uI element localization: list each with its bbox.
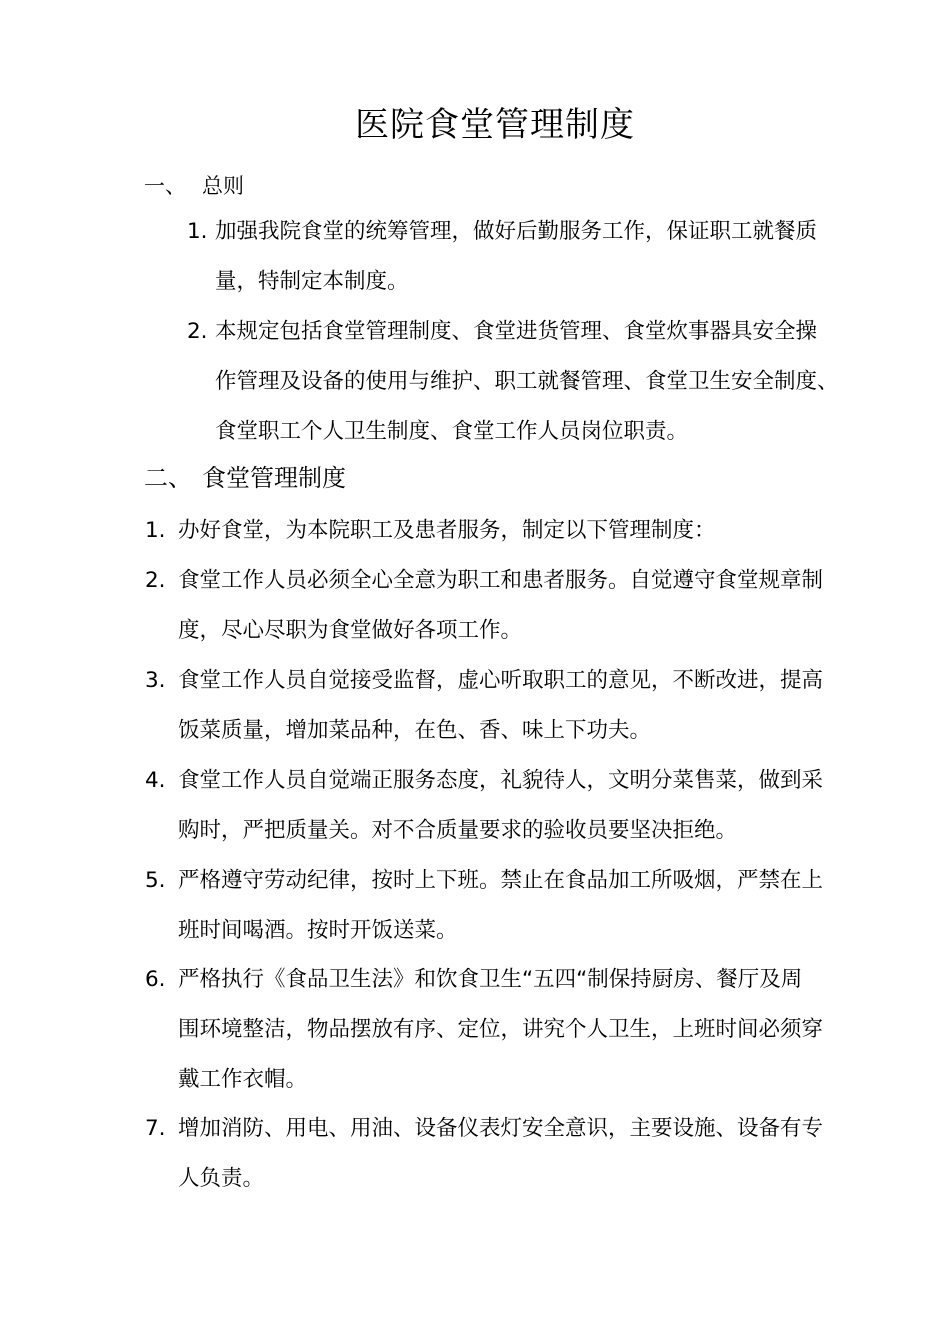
item-line: 食堂工作人员自觉端正服务态度，礼貌待人，文明分菜售菜，做到采 [178, 768, 824, 793]
item-line: 饭菜质量，增加菜品种，在色、香、味上下功夫。 [178, 718, 652, 743]
item-body [178, 1104, 823, 1204]
item-line: 加强我院食堂的统筹管理，做好后勤服务工作，保证职工就餐质 [215, 219, 818, 244]
item-body [178, 506, 716, 556]
item-line: 食堂工作人员自觉接受监督，虚心听取职工的意见，不断改进，提高 [178, 668, 824, 693]
item-number: 1. [145, 518, 166, 543]
item-line: 严格执行《食品卫生法》和饮食卫生“五四“制保持厨房、餐厅及周 [178, 967, 803, 992]
item-line: 食堂职工个人卫生制度、食堂工作人员岗位职责。 [215, 419, 689, 444]
item-number: 6. [145, 967, 166, 992]
item-body [178, 656, 823, 756]
item-body [178, 856, 823, 956]
item-body [178, 556, 823, 656]
item-line: 量，特制定本制度。 [215, 269, 409, 294]
item-number: 4. [145, 768, 166, 793]
item-line: 班时间喝酒。按时开饭送菜。 [178, 918, 458, 943]
item-body [215, 207, 817, 307]
section-title: 总则 [202, 174, 244, 198]
item-line: 严格遵守劳动纪律，按时上下班。禁止在食品加工所吸烟，严禁在上 [178, 868, 824, 893]
item-number: 1. [187, 219, 208, 244]
item-line: 作管理及设备的使用与维护、职工就餐管理、食堂卫生安全制度、 [215, 369, 839, 394]
item-body [178, 955, 823, 1105]
item-number: 7. [145, 1116, 166, 1141]
item-line: 购时，严把质量关。对不合质量要求的验收员要坚决拒绝。 [178, 818, 738, 843]
item-body [215, 307, 839, 457]
item-body [178, 756, 823, 856]
item-number: 5. [145, 868, 166, 893]
item-number: 2. [145, 568, 166, 593]
item-line: 本规定包括食堂管理制度、食堂进货管理、食堂炊事器具安全操 [215, 319, 818, 344]
item-number: 2. [187, 319, 208, 344]
item-line: 增加消防、用电、用油、设备仪表灯安全意识，主要设施、设备有专 [178, 1116, 824, 1141]
document-title: 医院食堂管理制度 [355, 105, 635, 145]
section-title: 食堂管理制度 [202, 464, 346, 492]
item-line: 人负责。 [178, 1166, 265, 1191]
item-line: 围环境整洁，物品摆放有序、定位，讲究个人卫生，上班时间必须穿 [178, 1017, 824, 1042]
item-line: 食堂工作人员必须全心全意为职工和患者服务。自觉遵守食堂规章制 [178, 568, 824, 593]
item-line: 度，尽心尽职为食堂做好各项工作。 [178, 618, 523, 643]
item-number: 3. [145, 668, 166, 693]
section-number: 二、 [144, 464, 192, 492]
item-line: 办好食堂，为本院职工及患者服务，制定以下管理制度： [178, 518, 716, 543]
item-line: 戴工作衣帽。 [178, 1067, 308, 1092]
section-number: 一、 [144, 174, 186, 198]
